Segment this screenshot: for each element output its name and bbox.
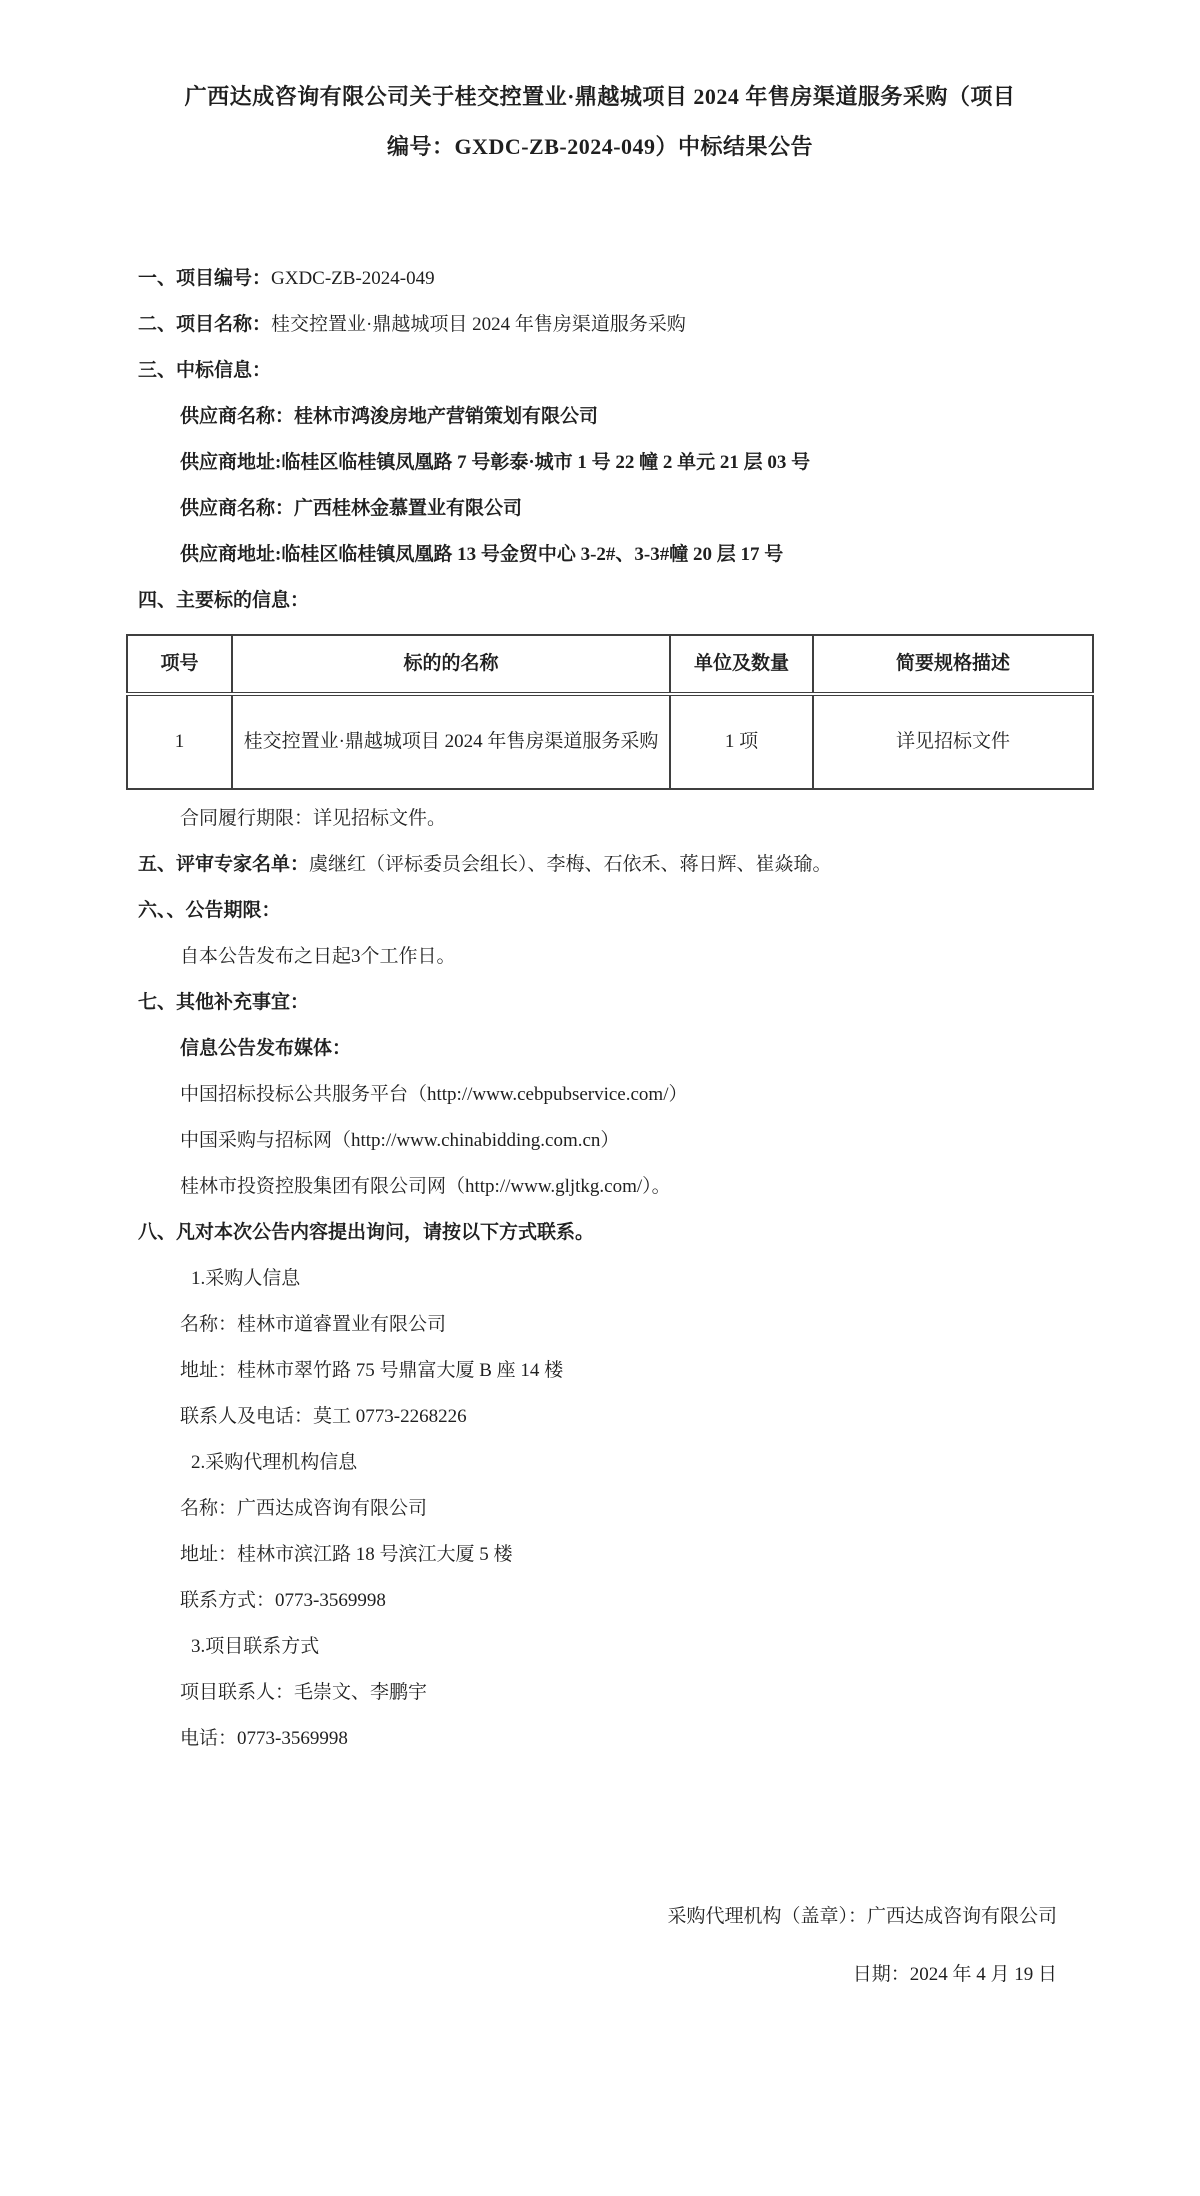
project-contact-heading: 3.项目联系方式 — [191, 1636, 320, 1657]
agency-name-line: 名称：广西达成咨询有限公司 — [180, 1498, 428, 1519]
project-contact-persons-line: 项目联系人：毛崇文、李鹏宇 — [180, 1682, 428, 1703]
items-table-header-row — [127, 635, 1093, 694]
project-name-line — [138, 310, 1057, 340]
document-body — [138, 264, 1057, 1990]
supplier-1-address-value: 临桂区临桂镇凤凰路 7 号彰泰·城市 1 号 22 幢 2 单元 21 层 03 号 — [281, 452, 811, 473]
expert-list-value: 虞继红（评标委员会组长）、李梅、石依禾、蒋日辉、崔焱瑜。 — [309, 854, 832, 875]
project-number-value: GXDC-ZB-2024-049 — [271, 268, 435, 289]
agency-address-line: 地址：桂林市滨江路 18 号滨江大厦 5 楼 — [180, 1544, 513, 1565]
announcement-period-heading: 六、、公告期限： — [138, 900, 281, 921]
award-info-heading: 三、中标信息： — [138, 360, 272, 381]
agency-info-heading: 2.采购代理机构信息 — [191, 1452, 358, 1473]
agency-seal-line: 采购代理机构（盖章）：广西达成咨询有限公司 — [667, 1906, 1057, 1927]
project-number-label: 一、项目编号： — [138, 268, 272, 289]
project-name-label: 二、项目名称： — [138, 314, 272, 335]
purchaser-name-line: 名称：桂林市道睿置业有限公司 — [180, 1314, 447, 1335]
purchaser-address-line: 地址：桂林市翠竹路 75 号鼎富大厦 B 座 14 楼 — [180, 1360, 564, 1381]
items-table-header-spec-description: 简要规格描述 — [813, 635, 1093, 694]
date-line: 日期：2024 年 4 月 19 日 — [852, 1964, 1057, 1985]
document-title-line2: 编号：GXDC-ZB-2024-049）中标结果公告 — [386, 134, 814, 159]
items-table-header-unit-quantity: 单位及数量 — [670, 635, 813, 694]
agency-info-group — [138, 1448, 1057, 1616]
media-label-line: 信息公告发布媒体： — [180, 1038, 352, 1059]
document-title-line1: 广西达成咨询有限公司关于桂交控置业·鼎越城项目 2024 年售房渠道服务采购（项目 — [184, 84, 1016, 109]
contract-period-line: 合同履行期限：详见招标文件。 — [180, 808, 447, 829]
item-no-cell: 1 — [127, 694, 232, 789]
purchaser-contact-line: 联系人及电话：莫工 0773-2268226 — [180, 1406, 467, 1427]
items-table-header-subject-name: 标的的名称 — [232, 635, 670, 694]
items-table — [126, 634, 1094, 790]
document-title — [95, 72, 1105, 172]
inquiry-heading: 八、凡对本次公告内容提出询问，请按以下方式联系。 — [138, 1222, 595, 1243]
spec-description-cell: 详见招标文件 — [813, 694, 1093, 789]
supplier-2-name-label: 供应商名称： — [180, 498, 295, 519]
project-name-value: 桂交控置业·鼎越城项目 2024 年售房渠道服务采购 — [271, 314, 686, 335]
items-table-header-item-no: 项号 — [127, 635, 232, 694]
main-items-heading: 四、主要标的信息： — [138, 590, 310, 611]
supplier-1-address-line — [180, 448, 1057, 478]
agency-contact-line: 联系方式：0773-3569998 — [180, 1590, 386, 1611]
supplier-2-address-label: 供应商地址: — [180, 544, 282, 565]
expert-list-label: 五、评审专家名单： — [138, 854, 310, 875]
supplementary-heading: 七、其他补充事宜： — [138, 992, 310, 1013]
supplier-1-name-value: 桂林市鸿浚房地产营销策划有限公司 — [294, 406, 599, 427]
purchaser-info-group — [138, 1264, 1057, 1432]
table-row — [127, 694, 1093, 789]
supplier-2-address-value: 临桂区临桂镇凤凰路 13 号金贸中心 3-2#、3-3#幢 20 层 17 号 — [281, 544, 784, 565]
project-contact-group — [138, 1632, 1057, 1754]
subject-name-cell: 桂交控置业·鼎越城项目 2024 年售房渠道服务采购 — [232, 694, 670, 789]
supplier-1-name-label: 供应商名称： — [180, 406, 295, 427]
media-line-cebpubservice: 中国招标投标公共服务平台（http://www.cebpubservice.com/） — [180, 1084, 688, 1105]
supplier-2-name-line — [180, 494, 1057, 524]
announcement-period-value: 自本公告发布之日起3个工作日。 — [180, 946, 456, 967]
media-line-gljtkg: 桂林市投资控股集团有限公司网（http://www.gljtkg.com/）。 — [180, 1176, 671, 1197]
project-number-line — [138, 264, 1057, 294]
supplier-2-address-line — [180, 540, 1057, 570]
supplier-1-address-label: 供应商地址: — [180, 452, 282, 473]
project-contact-phone-line: 电话：0773-3569998 — [180, 1728, 348, 1749]
expert-list-line — [138, 850, 1057, 880]
supplier-1-name-line — [180, 402, 1057, 432]
unit-quantity-cell: 1 项 — [670, 694, 813, 789]
media-line-chinabidding: 中国采购与招标网（http://www.chinabidding.com.cn） — [180, 1130, 620, 1151]
supplier-2-name-value: 广西桂林金慕置业有限公司 — [294, 498, 523, 519]
purchaser-info-heading: 1.采购人信息 — [191, 1268, 301, 1289]
signature-block — [138, 1902, 1057, 1990]
